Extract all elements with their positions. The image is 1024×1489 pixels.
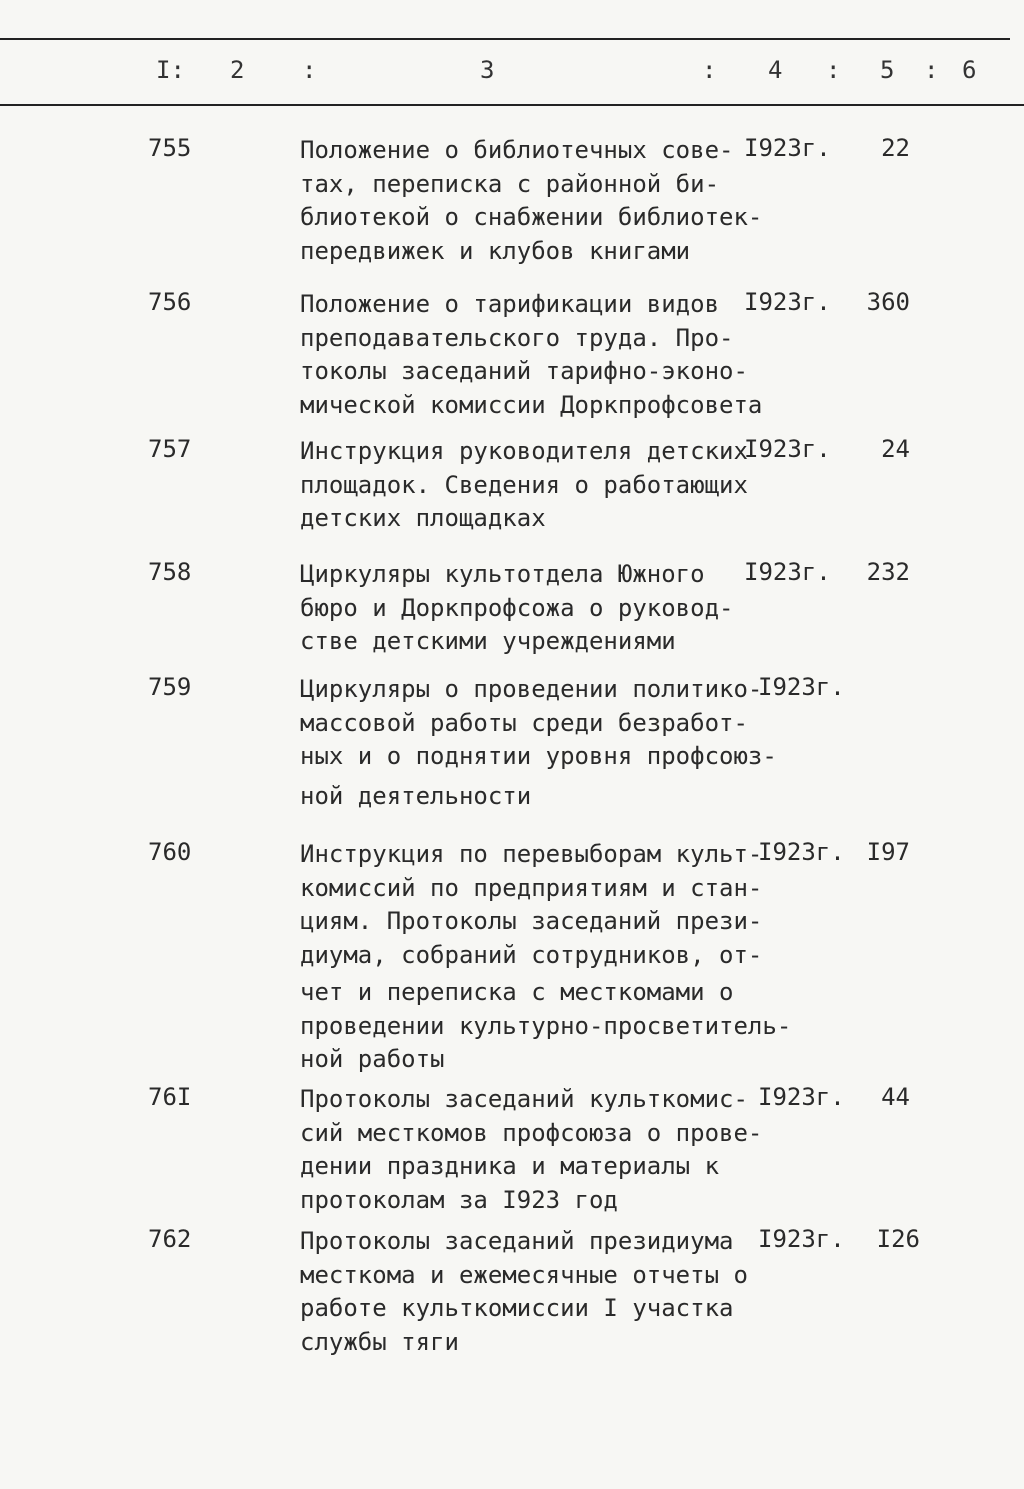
description-line: циям. Протоколы заседаний прези- [300, 907, 763, 935]
description-line: бюро и Доркпрофсожа о руковод- [300, 593, 734, 622]
entry-year: I923г. [758, 1083, 845, 1111]
entry-sheet-count: I26 [876, 1225, 920, 1253]
entry-year: I923г. [758, 1225, 845, 1253]
description-line: Циркуляры культотдела Южного [300, 560, 705, 588]
description-line: Протоколы заседаний президиума [300, 1227, 734, 1255]
description-line: дении праздника и материалы к [300, 1152, 720, 1180]
description-line: блиотекой о снабжении библиотек- [300, 203, 763, 231]
description-line: комиссий по предприятиям и стан- [300, 873, 763, 902]
entry-sheet-count: 24 [881, 435, 910, 463]
entry-year: I923г. [758, 673, 845, 701]
column-header-4: 4 [768, 56, 783, 84]
entry-number: 755 [148, 134, 192, 162]
entry-year: I923г. [744, 134, 831, 162]
entry-sheet-count: I97 [866, 838, 910, 866]
entry-number: 762 [148, 1225, 192, 1253]
column-header-6: 6 [962, 56, 977, 84]
description-line: тах, переписка с районной би- [300, 169, 720, 198]
column-header-2: 2 [230, 56, 245, 84]
description-line: Инструкция руководителя детских [300, 437, 748, 465]
entry-sheet-count: 22 [881, 134, 910, 162]
column-separator: : [826, 56, 841, 84]
description-line: ной деятельности [300, 781, 532, 810]
description-line: Протоколы заседаний культкомис- [300, 1085, 748, 1113]
description-line: стве детскими учреждениями [300, 627, 676, 655]
entry-description [300, 1083, 762, 1217]
entry-description [300, 1225, 748, 1359]
description-line: Положение о тарификации видов [300, 290, 720, 318]
entry-description [300, 435, 748, 536]
description-line: массовой работы среди безработ- [300, 708, 748, 737]
header-bottom-rule [0, 104, 1024, 106]
description-line: детских площадках [300, 504, 546, 532]
description-line: преподавательского труда. Про- [300, 323, 734, 352]
entry-number: 759 [148, 673, 192, 701]
entry-number: 76I [148, 1083, 192, 1111]
entry-year: I923г. [744, 435, 831, 463]
entry-description [300, 134, 762, 268]
entry-number: 760 [148, 838, 192, 866]
entry-year: I923г. [758, 838, 845, 866]
column-header-5: 5 [880, 56, 895, 84]
entry-description [300, 673, 777, 813]
column-separator: : [924, 56, 939, 84]
entry-description [300, 558, 733, 659]
header-top-rule [0, 38, 1010, 40]
description-line: площадок. Сведения о работающих [300, 470, 748, 499]
description-line: ной работы [300, 1045, 445, 1073]
entry-number: 757 [148, 435, 192, 463]
description-line: Положение о библиотечных сове- [300, 136, 734, 164]
entry-sheet-count: 44 [881, 1083, 910, 1111]
entry-sheet-count: 232 [866, 558, 910, 586]
description-line: сий месткомов профсоюза о прове- [300, 1118, 763, 1147]
description-line: токолы заседаний тарифно-эконо- [300, 357, 748, 385]
description-line: Циркуляры о проведении политико- [300, 675, 763, 703]
column-separator: : [302, 56, 317, 84]
description-line: службы тяги [300, 1327, 459, 1356]
entry-sheet-count: 360 [866, 288, 910, 316]
description-line: протоколам за I923 год [300, 1185, 618, 1214]
column-header-3: 3 [480, 56, 495, 84]
description-line: передвижек и клубов книгами [300, 236, 691, 265]
description-line: чет и переписка с месткомами о [300, 978, 734, 1006]
entry-description [300, 288, 762, 422]
entry-description [300, 838, 791, 1077]
entry-number: 756 [148, 288, 192, 316]
entry-year: I923г. [744, 288, 831, 316]
description-line: мической комиссии Доркпрофсовета [300, 390, 763, 419]
description-line: ных и о поднятии уровня профсоюз- [300, 742, 777, 770]
description-line: проведении культурно-просветитель- [300, 1011, 792, 1040]
description-line: месткома и ежемесячные отчеты о [300, 1260, 748, 1289]
column-separator: : [702, 56, 717, 84]
column-header-1: I: [156, 56, 185, 84]
description-line: Инструкция по перевыборам культ- [300, 840, 763, 868]
description-line: диума, собраний сотрудников, от- [300, 940, 763, 969]
entry-year: I923г. [744, 558, 831, 586]
description-line: работе культкомиссии I участка [300, 1294, 734, 1322]
entry-number: 758 [148, 558, 192, 586]
